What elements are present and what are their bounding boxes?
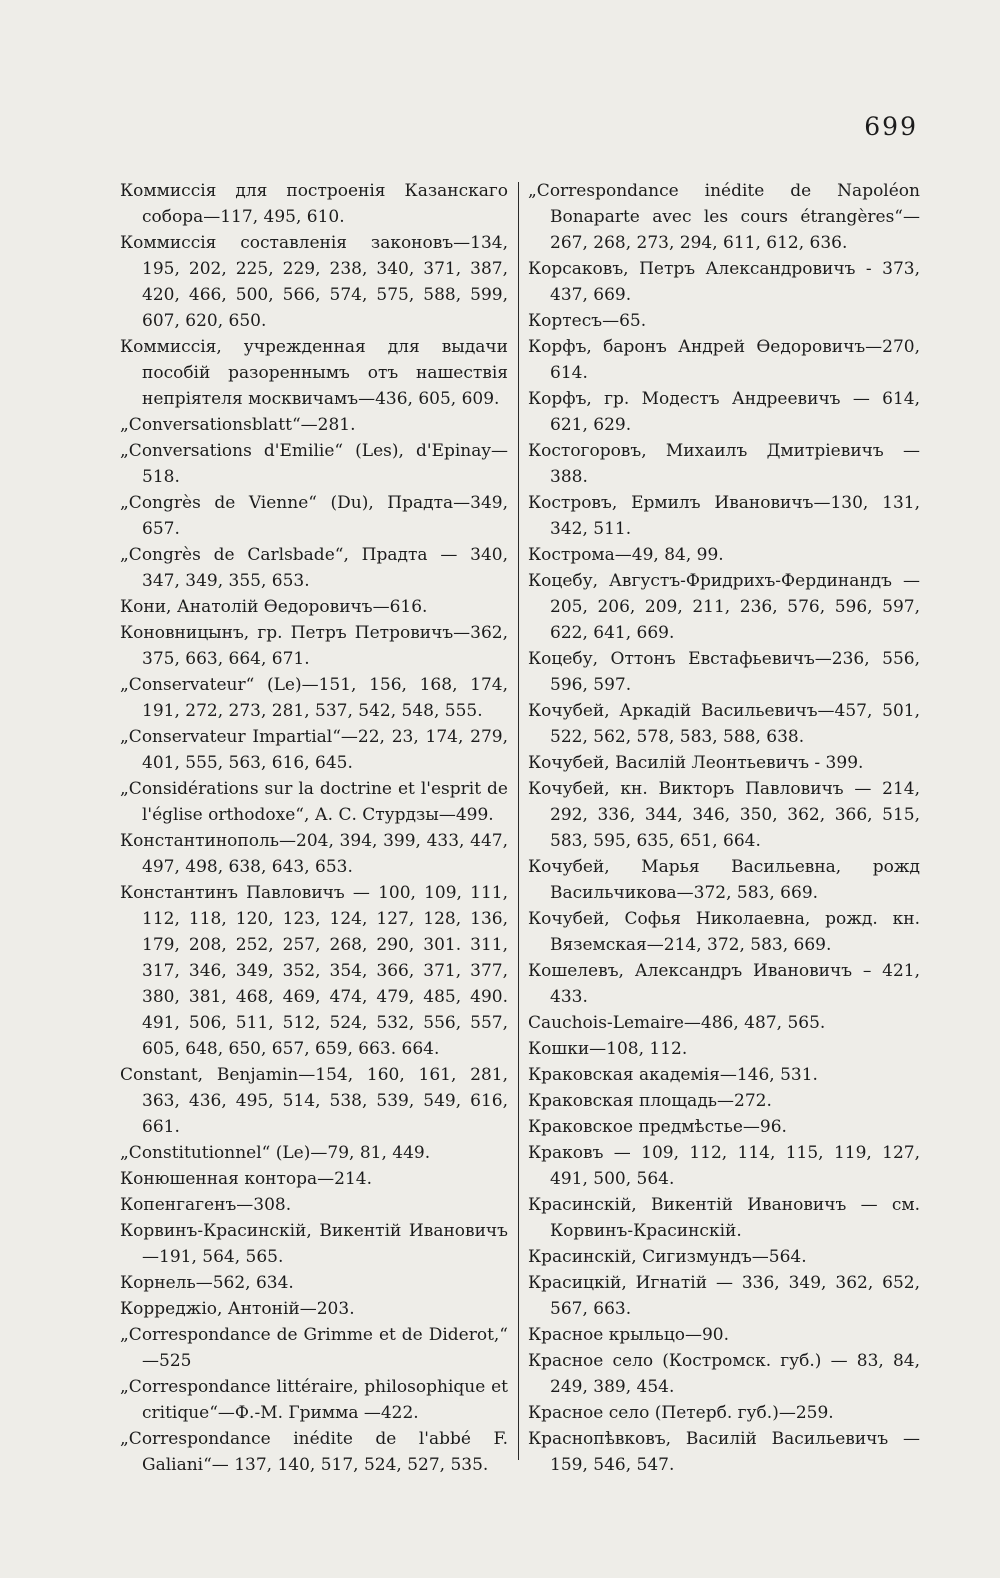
index-entry: „Conversations d'Emilie“ (Les), d'Epinay—518. — [120, 441, 508, 487]
index-entry: Красицкій, Игнатій — 336, 349, 362, 652, 567, 663. — [528, 1273, 920, 1319]
index-entry: Красное село (Костромск. губ.) — 83, 84, 249, 389, 454. — [528, 1351, 920, 1397]
index-entry: Костогоровъ, Михаилъ Дмитріевичъ — 388. — [528, 441, 920, 487]
index-entry: Константинъ Павловичъ — 100, 109, 111, 112, 118, 120, 123, 124, 127, 128, 136, 179, 208, 252, 257, 268, 290, 301. 311, 317, 346, 349, 352, 354, 366, 371, 377, 380, 381, 468, 469, 474, 479, 485, 490. 491, 506, 511, 512, 524, 532, 556, 557, 605, 648, 650, 657, 659, 663. 664. — [120, 883, 508, 1059]
index-entry: Кошелевъ, Александръ Ивановичъ – 421, 433. — [528, 961, 920, 1007]
index-entry: Кочубей, Софья Николаевна, рожд. кн. Вяземская—214, 372, 583, 669. — [528, 909, 920, 955]
index-entry: Костровъ, Ермилъ Ивановичъ—130, 131, 342, 511. — [528, 493, 920, 539]
index-entry: Корреджіо, Антоній—203. — [120, 1299, 355, 1319]
index-entry: Красное крыльцо—90. — [528, 1325, 730, 1345]
index-entry: „Considérations sur la doctrine et l'esprit de l'église orthodoxe“, А. С. Стурдзы—499. — [120, 779, 508, 825]
index-entry: „Congrès de Vienne“ (Du), Прадта—349, 657. — [120, 493, 508, 539]
index-entry: Кони, Анатолій Өедоровичъ—616. — [120, 597, 428, 617]
index-column-right — [528, 178, 920, 1478]
index-entry: Коммиссія для построенія Казанскаго собора—117, 495, 610. — [120, 181, 508, 227]
index-entry: „Conversationsblatt“—281. — [120, 415, 356, 435]
index-entry: „Conservateur Impartial“—22, 23, 174, 279, 401, 555, 563, 616, 645. — [120, 727, 508, 773]
index-entry: Корсаковъ, Петръ Александровичъ - 373, 437, 669. — [528, 259, 920, 305]
index-entry: „Correspondance inédite de l'abbé F. Galiani“— 137, 140, 517, 524, 527, 535. — [120, 1429, 508, 1475]
index-entry: „Correspondance littéraire, philosophique et critique“—Ф.-М. Гримма —422. — [120, 1377, 508, 1423]
index-entry: Конюшенная контора—214. — [120, 1169, 373, 1189]
index-entry: Cauchois-Lemaire—486, 487, 565. — [528, 1013, 826, 1033]
index-entry: Корфъ, гр. Модестъ Андреевичъ — 614, 621, 629. — [528, 389, 920, 435]
index-entry: Красинскій, Сигизмундъ—564. — [528, 1247, 807, 1267]
index-entry: Краснопѣвковъ, Василій Васильевичъ — 159, 546, 547. — [528, 1429, 920, 1475]
index-entry: Корнель—562, 634. — [120, 1273, 294, 1293]
page-number: 699 — [864, 112, 918, 141]
index-entry: Кочубей, Василій Леонтьевичъ - 399. — [528, 753, 864, 773]
index-entry: „Conservateur“ (Le)—151, 156, 168, 174, 191, 272, 273, 281, 537, 542, 548, 555. — [120, 675, 508, 721]
index-entry: Краковская академія—146, 531. — [528, 1065, 818, 1085]
index-entry: Constant, Benjamin—154, 160, 161, 281, 363, 436, 495, 514, 538, 539, 549, 616, 661. — [120, 1065, 508, 1137]
index-column-left — [120, 178, 508, 1478]
index-entry: Кострома—49, 84, 99. — [528, 545, 724, 565]
index-entry: „Correspondance inédite de Napoléon Bonaparte avec les cours étrangères“—267, 268, 273, 294, 611, 612, 636. — [528, 181, 920, 253]
column-divider — [518, 182, 519, 1460]
index-entry: „Constitutionnel“ (Le)—79, 81, 449. — [120, 1143, 431, 1163]
index-entry: Красное село (Петерб. губ.)—259. — [528, 1403, 834, 1423]
index-entry: „Correspondance de Grimme et de Diderot,“ —525 — [120, 1325, 508, 1371]
index-entry: Корвинъ-Красинскій, Викентій Ивановичъ—191, 564, 565. — [120, 1221, 508, 1267]
index-entry: Красинскій, Викентій Ивановичъ — см. Корвинъ-Красинскій. — [528, 1195, 920, 1241]
index-entry: „Congrès de Carlsbade“, Прадта — 340, 347, 349, 355, 653. — [120, 545, 508, 591]
index-entry: Коммиссія составленія законовъ—134, 195, 202, 225, 229, 238, 340, 371, 387, 420, 466, 500, 566, 574, 575, 588, 599, 607, 620, 650. — [120, 233, 508, 331]
index-entry: Кошки—108, 112. — [528, 1039, 688, 1059]
index-entry: Константинополь—204, 394, 399, 433, 447, 497, 498, 638, 643, 653. — [120, 831, 508, 877]
index-entry: Копенгагенъ—308. — [120, 1195, 292, 1215]
index-entry: Коцебу, Оттонъ Евстафьевичъ—236, 556, 596, 597. — [528, 649, 920, 695]
index-entry: Краковъ — 109, 112, 114, 115, 119, 127, 491, 500, 564. — [528, 1143, 920, 1189]
index-entry: Кочубей, Аркадій Васильевичъ—457, 501, 522, 562, 578, 583, 588, 638. — [528, 701, 920, 747]
index-entry: Кочубей, Марья Васильевна, рожд Васильчикова—372, 583, 669. — [528, 857, 920, 903]
index-entry: Коцебу, Августъ-Фридрихъ-Фердинандъ — 205, 206, 209, 211, 236, 576, 596, 597, 622, 641, 669. — [528, 571, 920, 643]
index-entry: Коммиссія, учрежденная для выдачи пособій разореннымъ отъ нашествія непріятеля москвичамъ—436, 605, 609. — [120, 337, 508, 409]
index-entry: Краковская площадь—272. — [528, 1091, 772, 1111]
index-entry: Краковское предмѣстье—96. — [528, 1117, 787, 1137]
index-entry: Кочубей, кн. Викторъ Павловичъ — 214, 292, 336, 344, 346, 350, 362, 366, 515, 583, 595, 635, 651, 664. — [528, 779, 920, 851]
index-entry: Кортесъ—65. — [528, 311, 647, 331]
index-entry: Коновницынъ, гр. Петръ Петровичъ—362, 375, 663, 664, 671. — [120, 623, 508, 669]
index-entry: Корфъ, баронъ Андрей Өедоровичъ—270, 614. — [528, 337, 920, 383]
